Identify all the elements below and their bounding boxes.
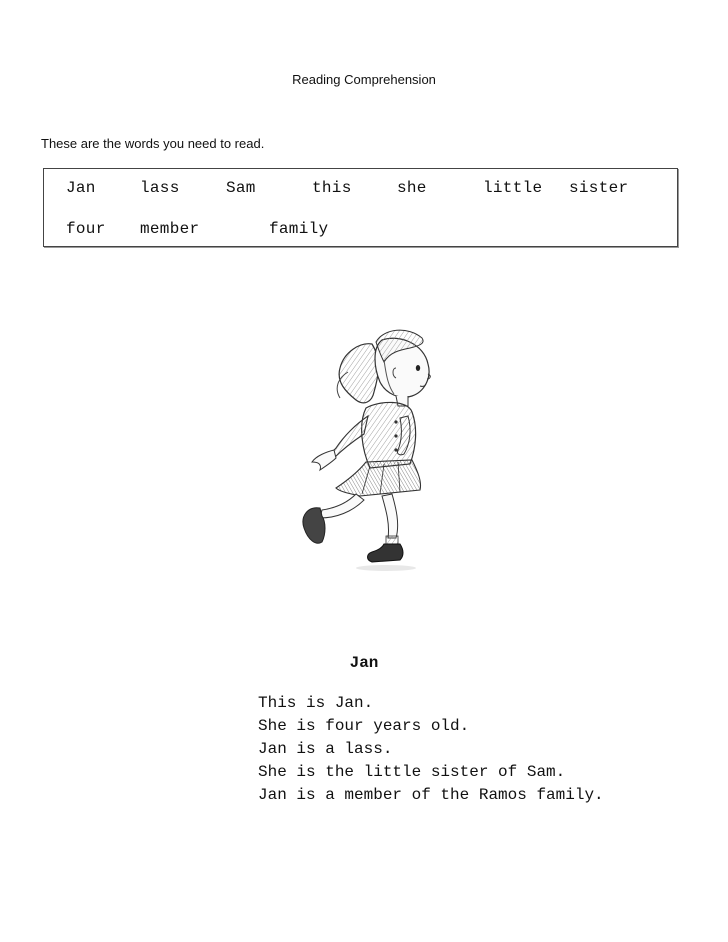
vocab-word-jan: Jan [66,179,96,197]
vocab-word-lass: lass [140,179,180,197]
story-text [258,692,604,807]
vocab-word-sam: Sam [226,179,256,197]
vocab-word-little: little [483,179,543,197]
vocab-word-family: family [269,220,329,238]
running-girl-illustration [300,312,460,580]
intro-text: These are the words you need to read. [41,136,265,151]
story-line: This is Jan. [258,694,374,712]
running-girl-icon [300,312,460,580]
story-line: Jan is a member of the Ramos family. [258,786,604,804]
story-line: Jan is a lass. [258,740,393,758]
story-line: She is four years old. [258,717,470,735]
vocabulary-box [43,168,678,247]
vocab-word-she: she [397,179,427,197]
vocab-word-this: this [312,179,352,197]
vocab-word-member: member [140,220,200,238]
story-line: She is the little sister of Sam. [258,763,566,781]
story-title: Jan [349,654,379,672]
vocab-word-sister: sister [569,179,629,197]
vocab-word-four: four [66,220,106,238]
page-title: Reading Comprehension [292,72,436,87]
